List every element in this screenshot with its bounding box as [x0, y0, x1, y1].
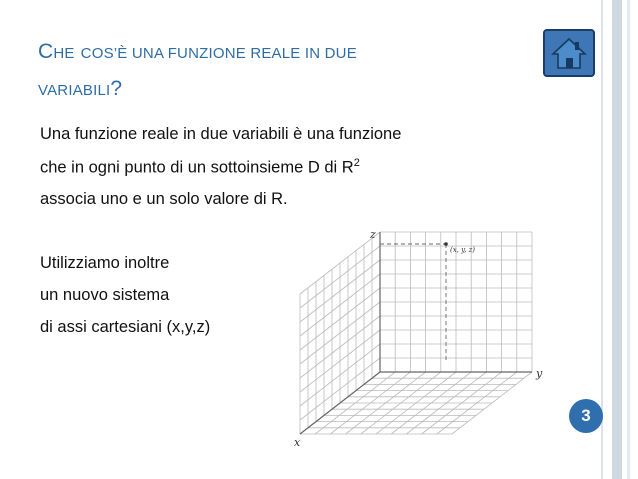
body-line: che in ogni punto di un sottoinsieme D di $R^2$ — [40, 157, 360, 177]
title-question-mark: ? — [110, 77, 123, 100]
body-line: Una funzione reale in due variabili è una funzione — [40, 125, 402, 143]
point-label: (x, y, z) — [450, 246, 476, 254]
z-axis-label: z — [370, 228, 376, 241]
side-rail — [601, 0, 603, 479]
side-rail — [612, 0, 622, 479]
home-icon — [545, 31, 593, 75]
page-number-badge: 3 — [569, 399, 603, 433]
title-text: VARIABILI — [38, 82, 111, 99]
3d-axes-diagram — [280, 222, 560, 457]
home-button[interactable] — [543, 29, 595, 77]
superscript: 2 — [353, 157, 360, 169]
body-line: Utilizziamo inoltre — [40, 254, 170, 272]
title-text: COS’È UNA FUNZIONE REALE IN DUE — [80, 45, 357, 62]
point-marker — [444, 242, 448, 246]
y-axis-label: y — [536, 367, 543, 380]
x-axis-label: x — [294, 436, 301, 449]
body-line: associa uno e un solo valore di R. — [40, 190, 288, 208]
body-line: un nuovo sistema — [40, 286, 170, 304]
title-letter: C — [38, 40, 54, 63]
slide-title — [38, 34, 518, 108]
side-rail — [627, 0, 630, 479]
body-line: di assi cartesiani (x,y,z) — [40, 318, 211, 336]
title-text: HE — [53, 45, 75, 62]
